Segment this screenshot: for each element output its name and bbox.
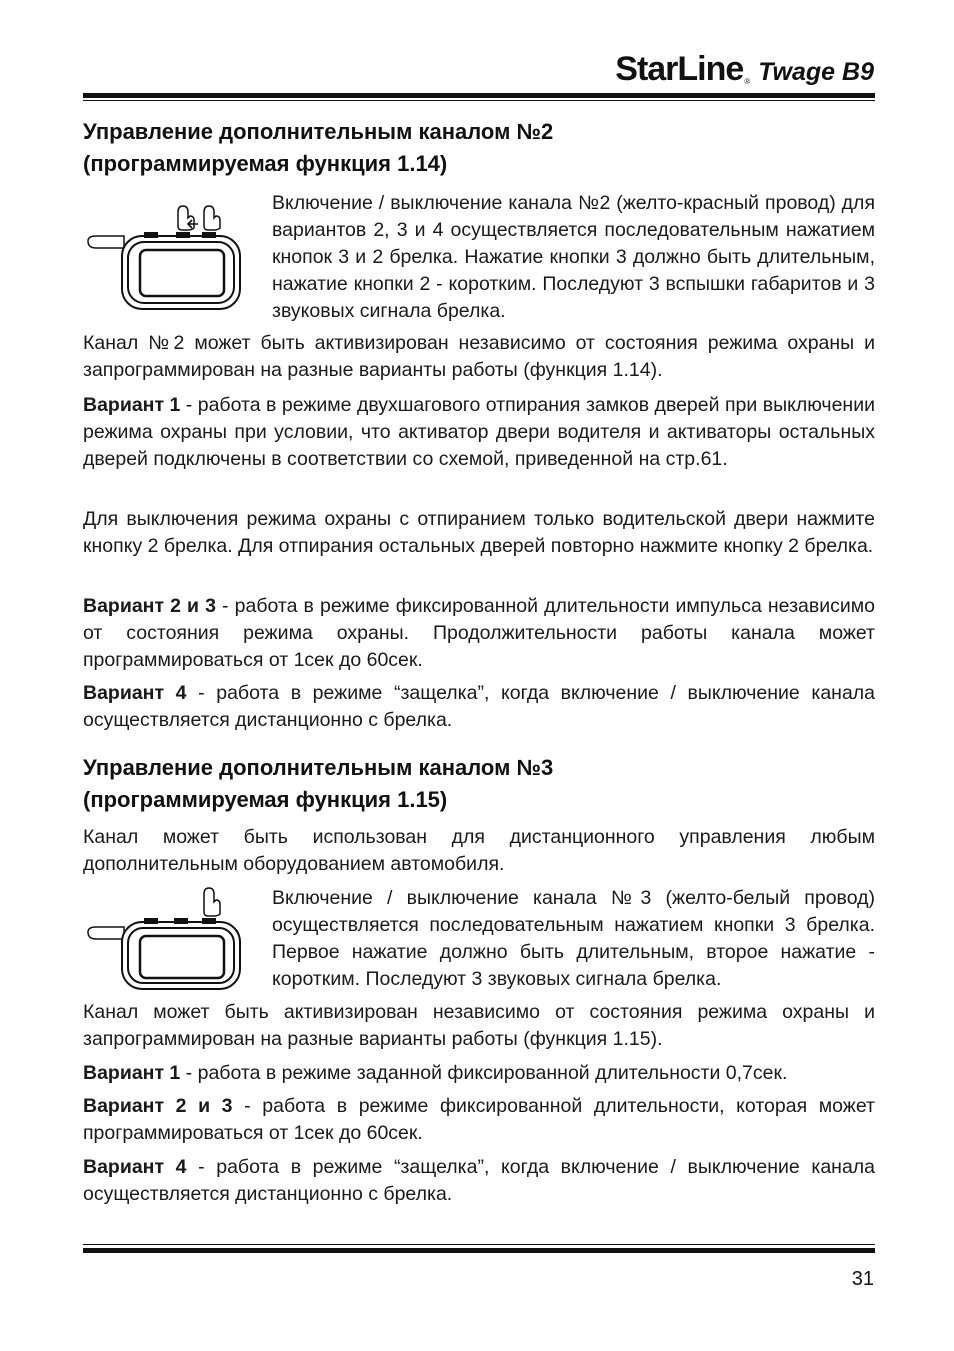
section1-intro: Включение / выключение канала №2 (желто-красный провод) для вариантов 2, 3 и 4 осуществляется последовательным нажатием кнопок 3 и 2 брелка. Нажатие кнопки 3 должно быть длительным, нажатие кнопки 2 - коротким. Последуют 3 вспышки габаритов и 3 звуковых сигнала брелка. (272, 192, 875, 322)
section1-paragraph-1: Канал №2 может быть активизирован независимо от состояния режима охраны и запрограммирован на разные варианты работы (функция 1.14). (83, 332, 875, 381)
section1-variant-4-label: Вариант 4 (83, 682, 187, 704)
header-logo (615, 50, 874, 94)
section1-variant-1-text: - работа в режиме двухшагового отпирания замков дверей при выключении режима охраны при условии, что активатор двери водителя и активаторы остальных дверей подключены в соответствии со схемой, приведенной на стр.61. (83, 394, 875, 470)
section1-variant-2-3-text: - работа в режиме фиксированной длительности импульса независимо от состояния режима охраны. Продолжительности работы канала может программироваться от 1сек до 60сек. (83, 595, 875, 671)
section2-variant-2-3-label: Вариант 2 и 3 (83, 1095, 233, 1117)
section2-variant-2-3 (83, 1093, 875, 1147)
section1-paragraph-2: Для выключения режима охраны с отпиранием только водительской двери нажмите кнопку 2 брелка. Для отпирания остальных дверей повторно нажмите кнопку 2 брелка. (83, 508, 875, 557)
section2-variant-4-text: - работа в режиме “защелка”, когда включение / выключение канала осуществляется дистанционно с брелка. (83, 1156, 876, 1205)
keyfob-two-buttons-icon (84, 196, 244, 314)
section2-heading (83, 752, 873, 816)
section1-variant-2-3 (83, 593, 875, 674)
section1-heading-line1: Управление дополнительным каналом №2 (83, 119, 554, 144)
keyfob-one-button-icon (84, 884, 244, 992)
section1-heading (83, 116, 873, 180)
section1-variant-4 (83, 680, 875, 734)
section2-heading-line2: (программируемая функция 1.15) (83, 787, 448, 812)
footer-rule-thin (83, 1244, 875, 1245)
section2-paragraph-1: Канал может быть активизирован независимо от состояния режима охраны и запрограммирован на разные варианты работы (функция 1.15). (83, 1001, 875, 1050)
section2-intro: Включение / выключение канала №3 (желто-белый провод) осуществляется последовательным нажатием кнопки 3 брелка. Первое нажатие должно быть длительным, второе нажатие - коротким. Последуют 3 звуковых сигнала брелка. (272, 887, 875, 990)
section2-paragraph-0: Канал может быть использован для дистанционного управления любым дополнительным оборудованием автомобиля. (83, 826, 875, 875)
section2-variant-4-label: Вариант 4 (83, 1156, 187, 1178)
model-name: Twage B9 (758, 58, 874, 86)
footer-rule (83, 1248, 875, 1253)
section2-variant-1-text: - работа в режиме заданной фиксированной длительности 0,7сек. (180, 1062, 788, 1084)
section2-heading-line1: Управление дополнительным каналом №3 (83, 755, 554, 780)
section2-variant-1-label: Вариант 1 (83, 1062, 181, 1084)
section1-heading-line2: (программируемая функция 1.14) (83, 151, 448, 176)
section1-variant-1-label: Вариант 1 (83, 394, 181, 416)
section2-variant-2-3-text: - работа в режиме фиксированной длительности, которая может программироваться от 1сек до 60сек. (83, 1095, 875, 1144)
registered-mark: ® (744, 77, 751, 86)
section2-variant-1 (83, 1060, 875, 1087)
section2-variant-4 (83, 1154, 875, 1208)
header-rule-thin (83, 100, 875, 101)
page-number: 31 (851, 1268, 874, 1290)
section1-variant-2-3-label: Вариант 2 и 3 (83, 595, 216, 617)
section1-variant-4-text: - работа в режиме “защелка”, когда включение / выключение канала осуществляется дистанционно с брелка. (83, 682, 876, 731)
header-rule (83, 93, 875, 98)
section1-variant-1 (83, 392, 875, 473)
brand-name: StarLine (615, 50, 744, 88)
